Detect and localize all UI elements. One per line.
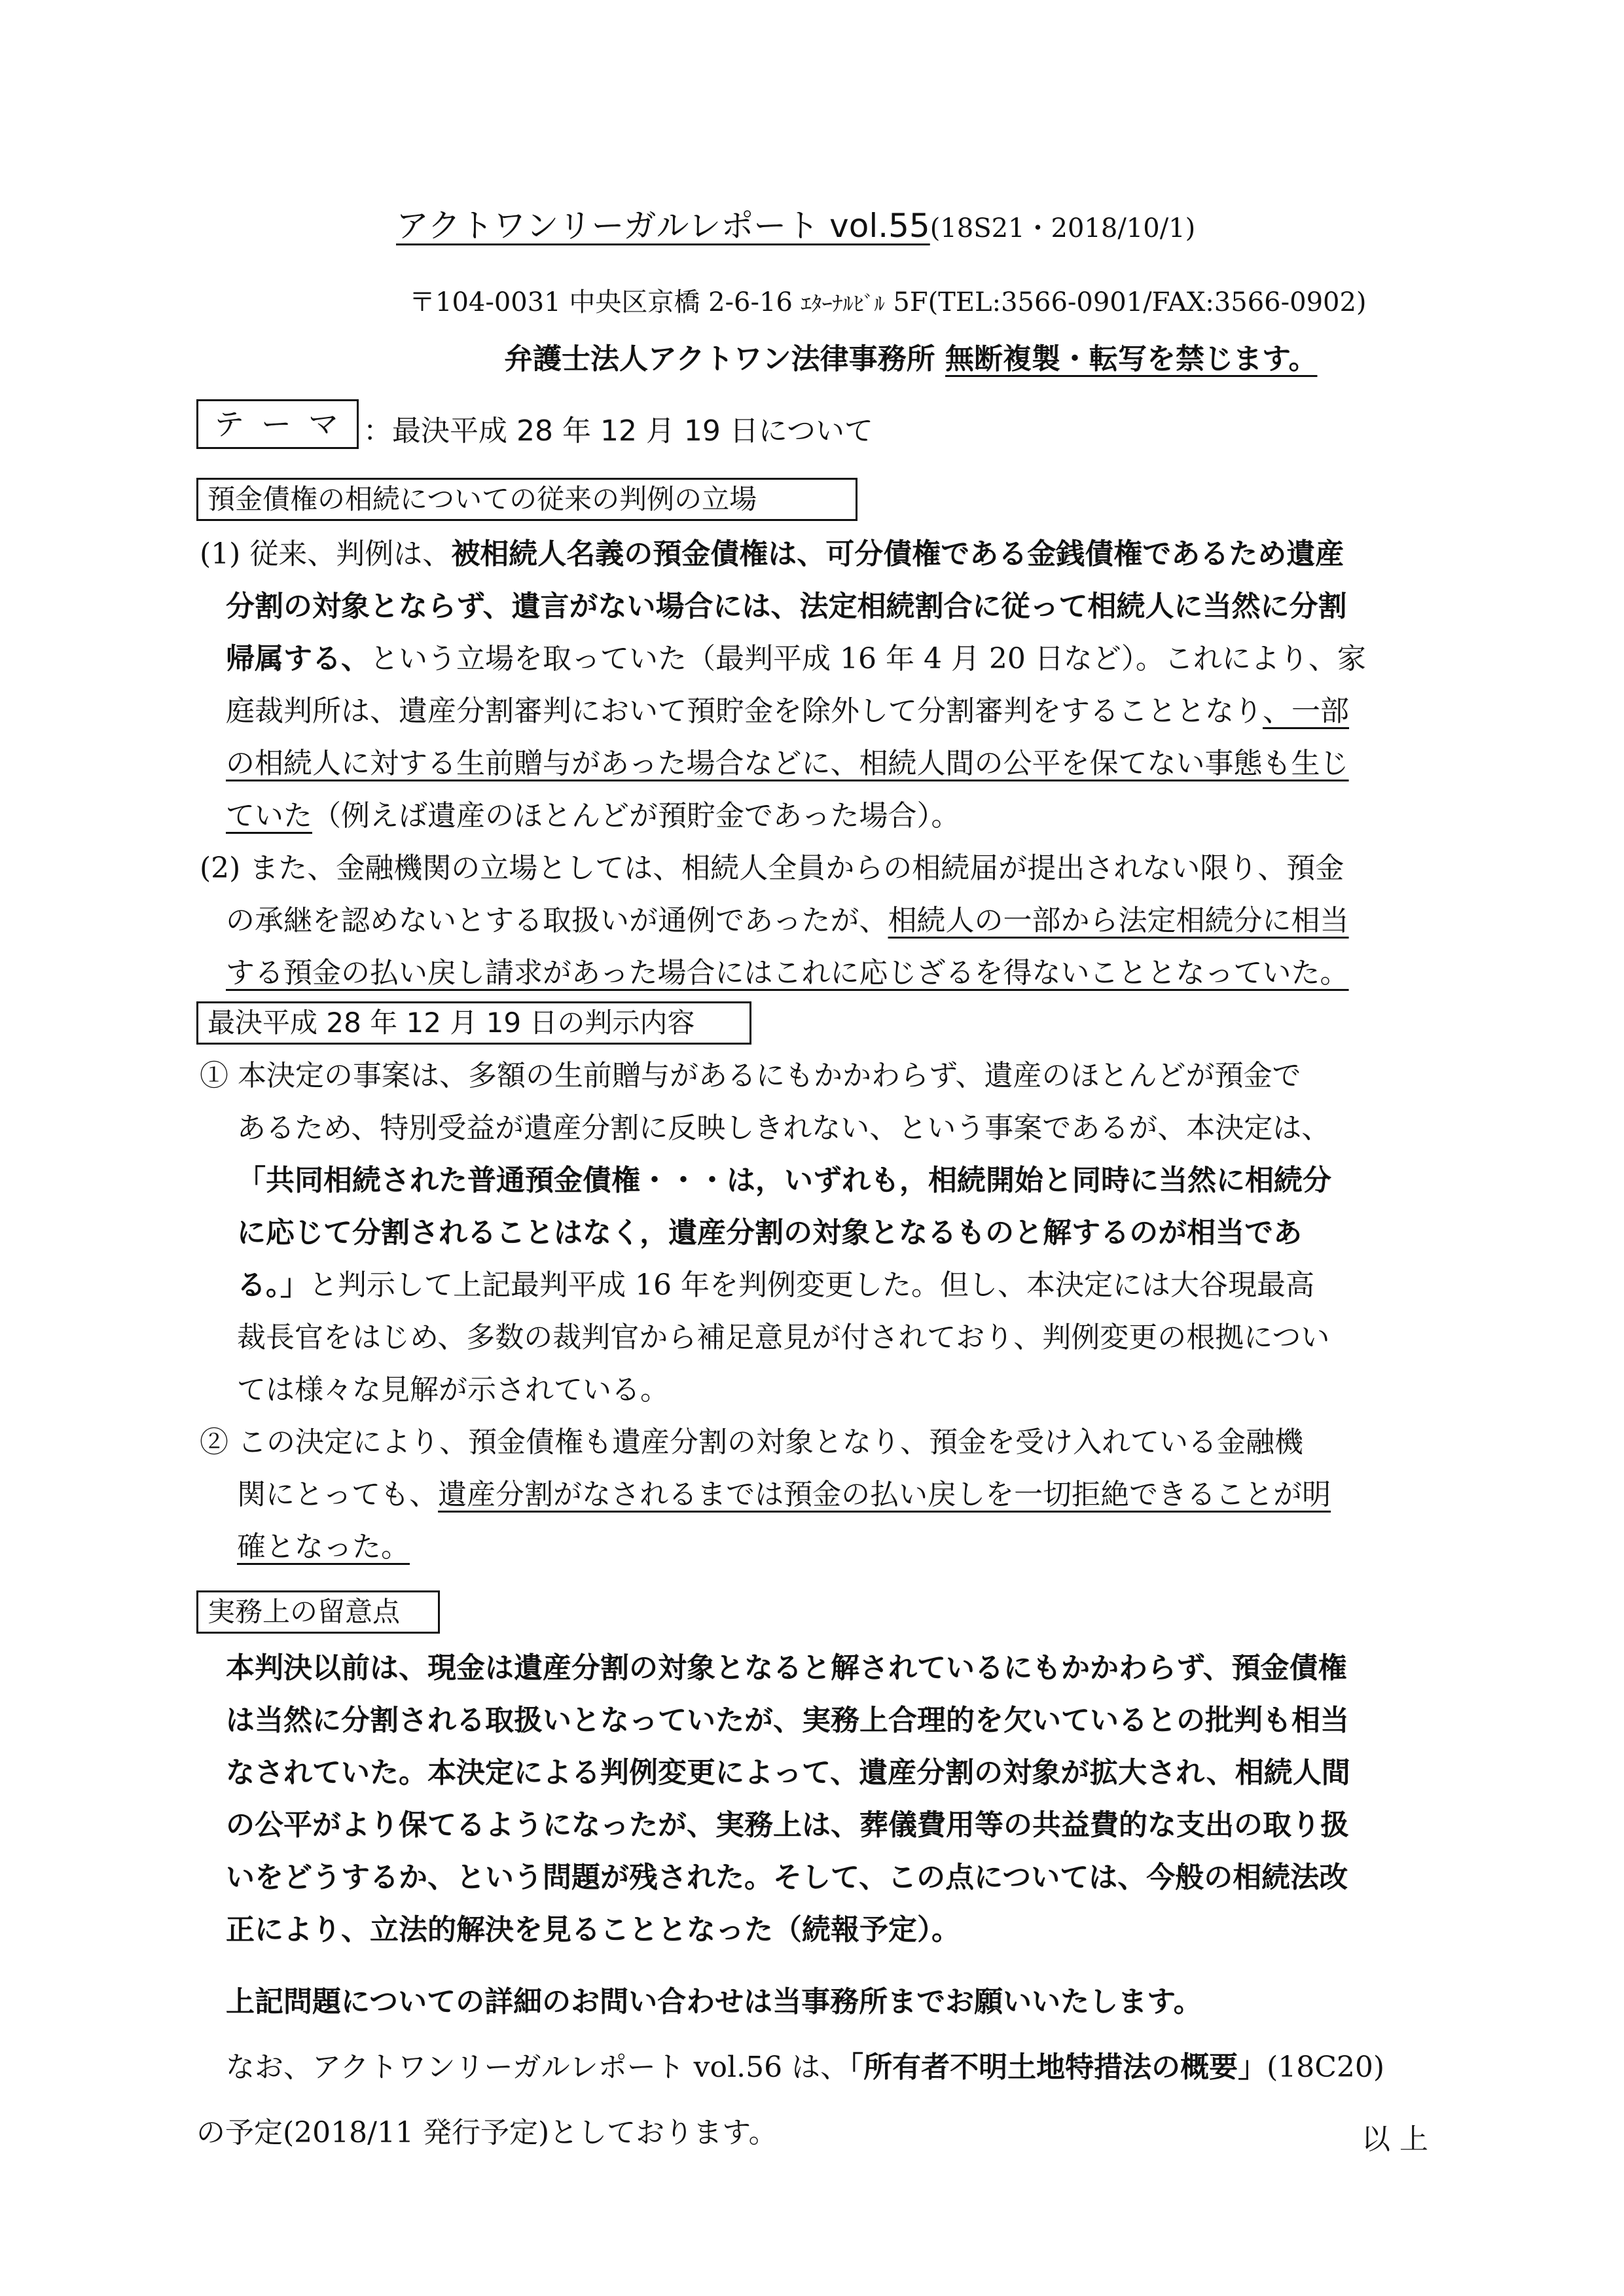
section1-heading-text: 預金債権の相続についての従来の判例の立場 (208, 483, 757, 515)
section1-text-run: の相続人に対する生前贈与があった場合などに、相続人間の公平を保てない事態も生じ (226, 747, 1349, 780)
section2-text-run: 確となった。 (237, 1530, 410, 1564)
firm-line (504, 335, 1317, 377)
section2-line (237, 1371, 669, 1408)
section3-line (226, 1702, 1349, 1739)
section2-line (237, 1528, 410, 1566)
section2-line (237, 1109, 1330, 1147)
section2-line (200, 1057, 1301, 1094)
section1-text-run: ていた (226, 799, 312, 833)
section1-line (226, 902, 1349, 939)
section3-line (226, 1911, 960, 1948)
section1-text-run: (2) また、金融機関の立場としては、相続人全員からの相続届が提出されない限り、預金 (200, 852, 1344, 885)
section1-text-run: 相続人の一部から法定相続分に相当 (888, 904, 1349, 937)
section2-text-run: 裁長官をはじめ、多数の裁判官から補足意見が付されており、判例変更の根拠につい (237, 1321, 1330, 1354)
section2-text-run: に応じて分割されることはなく，遺産分割の対象となるものと解するのが相当であ (237, 1216, 1303, 1249)
firm-name: 弁護士法人アクトワン法律事務所 (504, 342, 945, 376)
section1-line (226, 588, 1346, 625)
section3-text-run: の公平がより保てるようになったが、実務上は、葬儀費用等の共益費的な支出の取り扱 (226, 1808, 1349, 1842)
section2-heading-text: 最決平成 28 年 12 月 19 日の判示内容 (208, 1007, 695, 1039)
closing-mark: 以 上 (1362, 2123, 1428, 2156)
section1-text-run: 庭裁判所は、遺産分割審判において預貯金を除外して分割審判をすることとなり (226, 694, 1263, 728)
theme-label-box (196, 399, 359, 449)
section3-text-run: 本判決以前は、現金は遺産分割の対象となると解されているにもかかわらず、預金債権 (226, 1651, 1347, 1685)
section1-text-run: 分割の対象とならず、遺言がない場合には、法定相続割合に従って相続人に当然に分割 (226, 590, 1347, 623)
title-sub: (18S21・2018/10/1) (929, 213, 1196, 243)
document-title (396, 200, 1195, 247)
section2-text-run: ② この決定により、預金債権も遺産分割の対象となり、預金を受け入れている金融機 (200, 1426, 1303, 1459)
footer-line (226, 2049, 1384, 2086)
section1-line (226, 745, 1349, 782)
footer-line (226, 1983, 1202, 2020)
section3-text-run: なされていた。本決定による判例変更によって、遺産分割の対象が拡大され、相続人間 (226, 1756, 1350, 1789)
footer-text-run: 上記問題についての詳細のお問い合わせは当事務所までお願いいたします。 (226, 1985, 1202, 2018)
footer-text-run: 「所有者不明土地特措法の概要」 (849, 2051, 1267, 2084)
section3-line (226, 1806, 1349, 1844)
theme-label: テーマ (214, 406, 355, 442)
section2-text-run: 関にとっても、 (237, 1478, 439, 1511)
section2-line (237, 1214, 1302, 1251)
section1-text-run: という立場を取っていた（最判平成 16 年 4 月 20 日など）。これにより、家 (370, 642, 1366, 675)
section1-line (226, 692, 1349, 730)
address-line (409, 281, 1367, 319)
section3-line (226, 1649, 1346, 1687)
copyright-notice: 無断複製・転写を禁じます。 (945, 342, 1318, 376)
section1-heading (196, 478, 857, 521)
section1-text-run: (1) 従来、判例は、 (200, 537, 452, 571)
section3-text-run: は当然に分割される取扱いとなっていたが、実務上合理的を欠いているとの批判も相当 (226, 1704, 1349, 1737)
section3-heading (196, 1590, 440, 1634)
section3-line (226, 1754, 1350, 1791)
section1-line (226, 640, 1366, 677)
title-main: アクトワンリーガルレポート vol.55 (396, 207, 930, 245)
footer-text-run: の予定(2018/11 発行予定)としております。 (196, 2116, 778, 2149)
section2-line (237, 1266, 1314, 1304)
section1-text-run: 帰属する、 (226, 642, 370, 675)
address-suffix: 5F(TEL:3566-0901/FAX:3566-0902) (884, 287, 1367, 317)
section2-text-run: る。」 (237, 1268, 309, 1302)
section2-text-run: ては様々な見解が示されている。 (237, 1373, 669, 1407)
section3-heading-text: 実務上の留意点 (208, 1596, 401, 1628)
section2-text-run: 「共同相続された普通預金債権・・・は，いずれも，相続開始と同時に当然に相続分 (237, 1164, 1331, 1197)
section1-line (200, 535, 1344, 573)
section3-line (226, 1859, 1348, 1896)
address-building: ｴﾀｰﾅﾙﾋﾞﾙ (801, 291, 885, 316)
section1-text-run: する預金の払い戻し請求があった場合にはこれに応じざるを得ないこととなっていた。 (226, 956, 1349, 990)
section2-line (237, 1319, 1329, 1356)
section1-text-run: （例えば遺産のほとんどが預貯金であった場合）。 (312, 799, 960, 833)
footer-text-run: なお、アクトワンリーガルレポート vol.56 は、 (226, 2051, 850, 2084)
footer-text-run: (18C20) (1267, 2051, 1385, 2084)
section3-text-run: いをどうするか、という問題が残された。そして、この点については、今般の相続法改 (226, 1861, 1348, 1894)
section2-text-run: ① 本決定の事案は、多額の生前贈与があるにもかかわらず、遺産のほとんどが預金で (200, 1059, 1301, 1092)
section1-line (200, 850, 1344, 887)
section2-heading (196, 1001, 751, 1045)
footer-line (196, 2114, 778, 2151)
section2-line (200, 1424, 1303, 1461)
section2-text-run: 遺産分割がなされるまでは預金の払い戻しを一切拒絶できることが明 (438, 1478, 1331, 1511)
section2-text-run: あるため、特別受益が遺産分割に反映しきれない、という事案であるが、本決定は、 (237, 1111, 1331, 1145)
section2-line (237, 1476, 1331, 1513)
section1-line (226, 797, 960, 834)
section1-line (226, 954, 1349, 992)
section2-text-run: と判示して上記最判平成 16 年を判例変更した。但し、本決定には大谷現最高 (309, 1268, 1314, 1302)
section1-text-run: 被相続人名義の預金債権は、可分債権である金銭債権であるため遺産 (451, 537, 1344, 571)
section1-text-run: の承継を認めないとする取扱いが通例であったが、 (226, 904, 888, 937)
theme-text: ：最決平成 28 年 12 月 19 日について (363, 414, 874, 448)
address-prefix: 〒104-0031 中央区京橋 2-6-16 (409, 287, 801, 317)
section2-line (237, 1162, 1331, 1199)
section3-text-run: 正により、立法的解決を見ることとなった（続報予定）。 (226, 1913, 960, 1946)
section1-text-run: 、一部 (1263, 694, 1349, 728)
